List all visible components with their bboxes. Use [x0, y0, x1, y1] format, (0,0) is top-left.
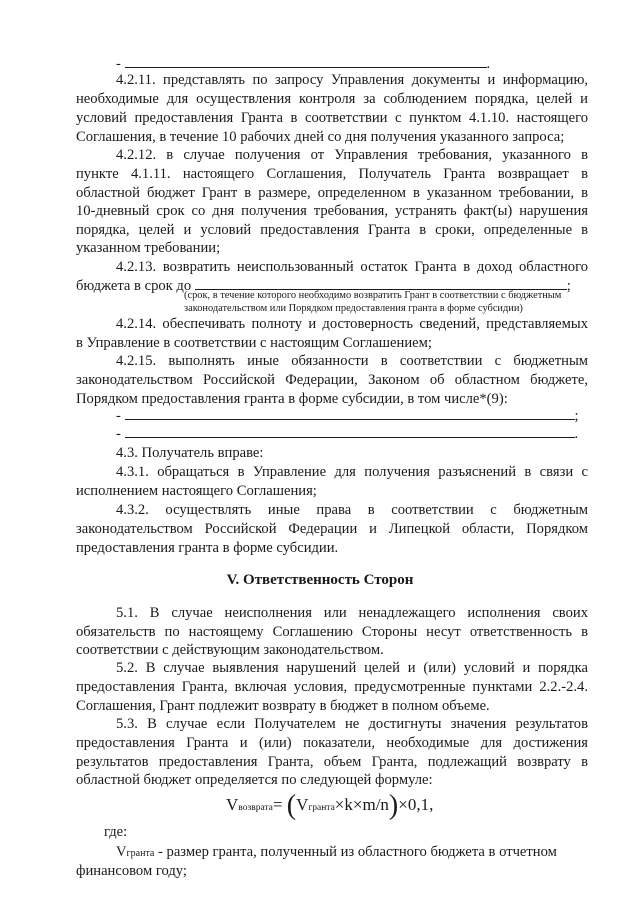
refund-formula: [226, 790, 433, 822]
clause-4-2-15-line-3: Порядком предоставления гранта в форме субсидии, в том числе*(9):: [76, 391, 508, 407]
formula-sub: гранта: [308, 803, 335, 813]
punct: ;: [566, 278, 571, 294]
def-sub: гранта: [126, 848, 155, 859]
clause-5-3-line-3: результатов предоставления Гранта, объем Гранта, подлежащий возврату в: [76, 754, 588, 770]
clause-4-2-12-line-5: порядка, целей и условий предоставления Гранта в сроки, определенные в: [76, 222, 588, 238]
fill-blank: [125, 53, 487, 68]
clause-4-2-12-line-2: пункте 4.1.11. настоящего Соглашения, Получатель Гранта возвращает в: [76, 166, 588, 182]
clause-4-3-2-line-2: законодательством Российской Федерации и Липецкой области, Порядком: [76, 521, 588, 537]
clause-4-3-2-line-1: 4.3.2. осуществлять иные права в соответствии с бюджетным: [116, 502, 588, 518]
clause-4-2-14-line-1: 4.2.14. обеспечивать полноту и достоверность сведений, представляемых: [116, 316, 588, 332]
formula-body: ×k×m/n: [334, 795, 389, 814]
clause-4-2-15-line-2: законодательством Российской Федерации, Законом об областном бюджете,: [76, 372, 588, 388]
def-text: - размер гранта, полученный из областного бюджета в отчетном: [154, 844, 557, 860]
formula-v: V: [226, 795, 239, 814]
clause-5-3-line-4: областной бюджет определяется по следующей формуле:: [76, 772, 433, 788]
clause-4-3-2-line-3: предоставления гранта в форме субсидии.: [76, 540, 339, 556]
footnote-line-1: (срок, в течение которого необходимо возвратить Грант в соответствии с бюджетным: [184, 290, 562, 301]
clause-5-2-line-1: 5.2. В случае выявления нарушений целей и (или) условий и порядка: [116, 660, 588, 676]
dash: -: [116, 408, 121, 424]
clause-4-2-12-line-1: 4.2.12. в случае получения от Управления требования, указанного в: [116, 147, 588, 163]
clause-5-1-line-2: обязательств по настоящему Соглашению Стороны несут ответственность в: [76, 624, 588, 640]
footnote-line-2: законодательством или Порядком предоставления гранта в форме субсидии): [184, 303, 523, 314]
clause-4-2-14-line-2: в Управление в соответствии с настоящим Соглашением;: [76, 335, 432, 351]
clause-5-1-line-1: 5.1. В случае неисполнения или ненадлежащего исполнения своих: [116, 605, 588, 621]
clause-4-3-1-line-1: 4.3.1. обращаться в Управление для получения разъяснений в связи с: [116, 464, 588, 480]
punct: .: [574, 426, 579, 442]
clause-4-3: 4.3. Получатель вправе:: [116, 445, 264, 461]
def-v: V: [116, 844, 127, 860]
clause-4-3-1-line-2: исполнением настоящего Соглашения;: [76, 483, 317, 499]
clause-5-3-line-2: предоставления Гранта и (или) показатели, необходимые для достижения: [76, 735, 588, 751]
blank-line-2: [116, 423, 588, 443]
clause-4-2-12-line-4: 10-дневный срок со дня получения требования, устранять факт(ы) нарушения: [76, 203, 588, 219]
formula-tail: ×0,1,: [398, 795, 434, 814]
punct: .: [486, 56, 491, 72]
clause-4-2-11-line-4: Соглашения, в течение 10 рабочих дней со дня получения указанного запроса;: [76, 129, 565, 145]
clause-4-2-12-line-6: указанном требовании;: [76, 240, 221, 256]
clause-4-2-15-line-1: 4.2.15. выполнять иные обязанности в соответствии с бюджетным: [116, 353, 588, 369]
blank-line-1: [116, 405, 588, 425]
section-heading: V. Ответственность Сторон: [226, 572, 414, 588]
clause-5-3-line-1: 5.3. В случае если Получателем не достигнуты значения результатов: [116, 716, 588, 732]
where-label: где:: [104, 824, 128, 840]
definition-line-1: [116, 842, 588, 862]
formula-equals: =: [272, 795, 283, 814]
definition-line-2: финансовом году;: [76, 863, 187, 879]
dash: -: [116, 56, 121, 72]
clause-5-2-line-3: Соглашения, Грант подлежит возврату в бюджет в полном объеме.: [76, 698, 490, 714]
formula-paren-open: (: [286, 790, 297, 821]
formula-sub: возврата: [238, 803, 273, 813]
clause-4-2-11-line-3: условий предоставления Гранта в соответствии с пунктом 4.1.10. настоящего: [76, 110, 588, 126]
clause-5-1-line-3: соответствии с действующим законодательством.: [76, 642, 384, 658]
formula-paren-close: ): [388, 790, 399, 821]
clause-5-2-line-2: предоставления Гранта, включая условия, предусмотренные пунктами 2.2.-2.4.: [76, 679, 588, 695]
clause-4-2-11-line-1: 4.2.11. представлять по запросу Управления документы и информацию,: [116, 72, 588, 88]
clause-4-2-11-line-2: необходимые для осуществления контроля за соблюдением порядка, целей и: [76, 91, 588, 107]
formula-v-grant: V: [296, 795, 309, 814]
clause-4-2-12-line-3: областной бюджет Грант в размере, определенном в указанном требовании, в: [76, 185, 588, 201]
deadline-blank: [195, 275, 567, 290]
punct: ;: [574, 408, 579, 424]
fill-blank: [125, 405, 575, 420]
fill-blank: [125, 423, 575, 438]
deadline-label: бюджета в срок до: [76, 278, 192, 294]
clause-4-2-13-line-1: 4.2.13. возвратить неиспользованный остаток Гранта в доход областного: [116, 259, 588, 275]
dash: -: [116, 426, 121, 442]
